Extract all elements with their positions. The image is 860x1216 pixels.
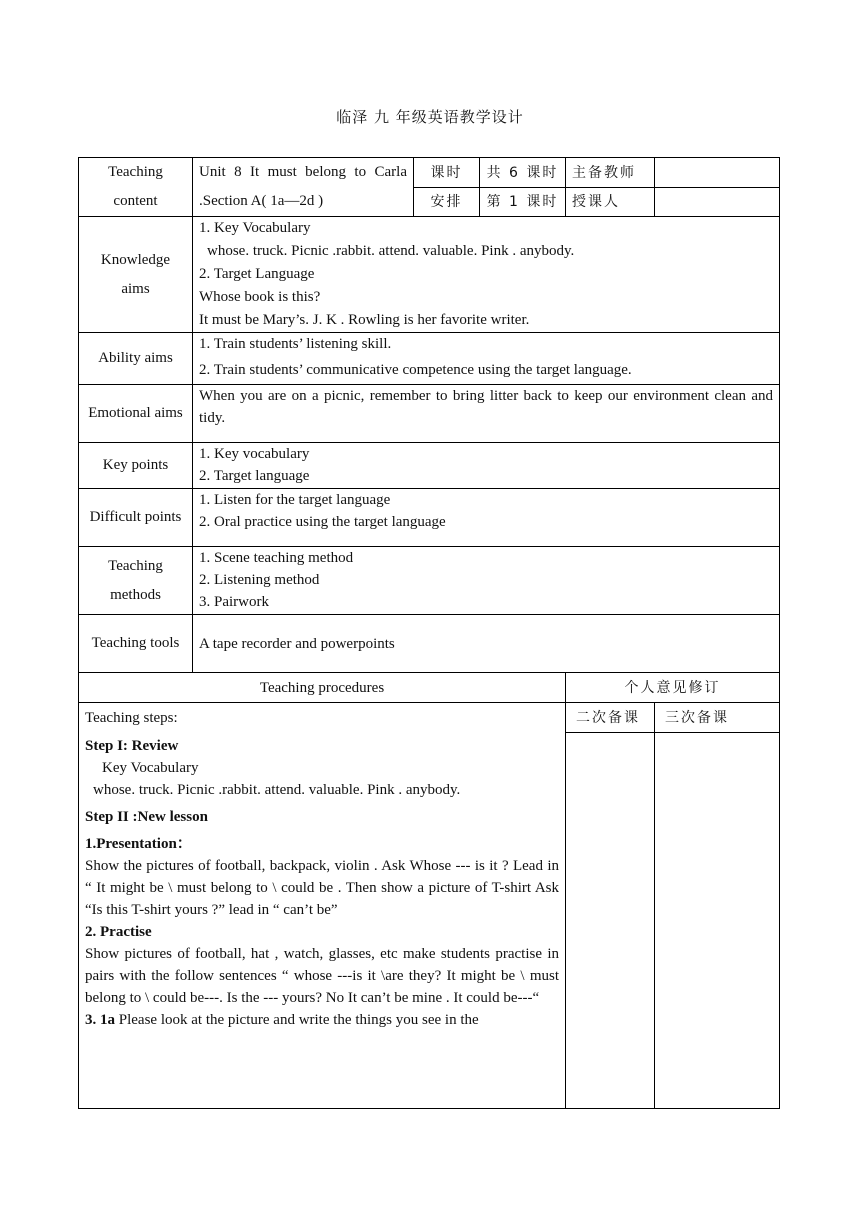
presentation-title: 1.Presentation：: [85, 836, 192, 852]
total-periods: 共 6 课时: [480, 158, 566, 188]
step2-title: Step II :New lesson: [85, 809, 208, 825]
methods-line: 3. Pairwork: [199, 594, 269, 610]
emotional-aims-content: When you are on a picnic, remember to bring litter back to keep our environment clean and tidy.: [193, 385, 780, 443]
knowledge-line: 2. Target Language: [199, 266, 315, 282]
key-points-label: Key points: [79, 443, 193, 489]
instructor-label: 授课人: [566, 188, 655, 217]
ability-aims-content: [193, 333, 780, 385]
document-title: 临泽 九 年级英语教学设计: [336, 108, 524, 126]
knowledge-line: whose. truck. Picnic .rabbit. attend. valuable. Pink . anybody.: [207, 243, 575, 259]
difficult-line: 2. Oral practice using the target language: [199, 514, 446, 530]
task-number: 3. 1a: [85, 1012, 115, 1028]
knowledge-line: Whose book is this?: [199, 289, 321, 305]
task-1a: [85, 1009, 559, 1031]
ability-line: 2. Train students’ communicative competence using the target language.: [199, 362, 632, 378]
teaching-methods-content: [193, 547, 780, 615]
ability-aims-label: Ability aims: [79, 333, 193, 385]
methods-line: 1. Scene teaching method: [199, 550, 354, 566]
difficult-line: 1. Listen for the target language: [199, 492, 391, 508]
teaching-procedures-header: Teaching procedures: [79, 673, 566, 703]
third-prep-notes[interactable]: [655, 733, 780, 1109]
schedule-label-1: 课时: [414, 158, 480, 188]
key-points-content: [193, 443, 780, 489]
procedures-body: [79, 703, 566, 1109]
teaching-tools-content: A tape recorder and powerpoints: [193, 615, 780, 673]
current-period: 第 1 课时: [480, 188, 566, 217]
lesson-plan-table: [78, 157, 780, 1109]
practise-title: 2. Practise: [85, 924, 152, 940]
methods-line: 2. Listening method: [199, 572, 320, 588]
task-text: Please look at the picture and write the things you see in the: [118, 1012, 479, 1028]
third-prep-header: 三次备课: [655, 703, 780, 733]
knowledge-aims-label: Knowledge aims: [79, 217, 193, 333]
opinion-revision-header: 个人意见修订: [566, 673, 780, 703]
teaching-steps-label: Teaching steps:: [85, 710, 178, 726]
knowledge-line: It must be Mary’s. J. K . Rowling is her favorite writer.: [199, 312, 530, 328]
step1-sub: Key Vocabulary: [102, 760, 199, 776]
step1-words: whose. truck. Picnic .rabbit. attend. valuable. Pink . anybody.: [93, 782, 461, 798]
key-points-line: 1. Key vocabulary: [199, 446, 310, 462]
knowledge-aims-content: [193, 217, 780, 333]
practise-text: Show pictures of football, hat , watch, glasses, etc make students practise in pairs with the follow sentences “ whose ---is it \are they? It might be \ must belong to \ could be---. Is the --- yours? No It can’t be mine . It could be---“: [85, 946, 559, 1006]
presentation-text: Show the pictures of football, backpack, violin . Ask Whose --- is it ? Lead in “ It might be \ must belong to \ could be . Then show a picture of T-shirt Ask “Is this T-shirt yours ?” lead in “ can’t be”: [85, 858, 559, 918]
schedule-label-2: 安排: [414, 188, 480, 217]
key-points-line: 2. Target language: [199, 468, 310, 484]
teaching-content-label: Teaching content: [79, 158, 193, 217]
teaching-methods-label: Teaching methods: [79, 547, 193, 615]
instructor-value: [655, 188, 780, 217]
difficult-points-content: [193, 489, 780, 547]
ability-line: 1. Train students’ listening skill.: [199, 336, 392, 352]
unit-title: Unit 8 It must belong to Carla .Section A( 1a—2d ): [193, 158, 414, 217]
teaching-tools-label: Teaching tools: [79, 615, 193, 673]
knowledge-line: 1. Key Vocabulary: [199, 220, 311, 236]
difficult-points-label: Difficult points: [79, 489, 193, 547]
emotional-aims-label: Emotional aims: [79, 385, 193, 443]
second-prep-notes[interactable]: [566, 733, 655, 1109]
second-prep-header: 二次备课: [566, 703, 655, 733]
step1-title: Step I: Review: [85, 738, 179, 754]
main-teacher-label: 主备教师: [566, 158, 655, 188]
main-teacher-value: [655, 158, 780, 188]
